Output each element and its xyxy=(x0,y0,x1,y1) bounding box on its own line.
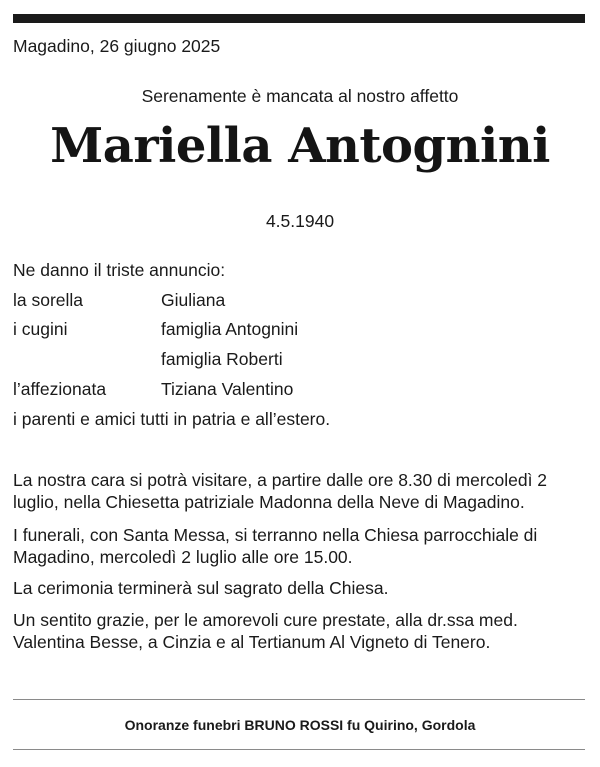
relative-role: la sorella xyxy=(13,290,84,310)
announcement-heading: Ne danno il triste annuncio: xyxy=(13,260,226,280)
intro-line: Serenamente è mancata al nostro affetto xyxy=(141,86,459,106)
relative-name: famiglia Antognini xyxy=(161,319,299,339)
deceased-name: Mariella Antognini xyxy=(50,118,550,174)
funeral-home: Onoranze funebri BRUNO ROSSI fu Quirino, Gordola xyxy=(124,717,476,733)
footer-rule-top xyxy=(13,699,585,700)
relative-name: Giuliana xyxy=(161,290,226,310)
funeral-paragraph: I funerali, con Santa Messa, si terranno nella Chiesa parrocchiale di Magadino, mercoledì 2 luglio alle ore 15.00. xyxy=(13,525,538,567)
announcement-closing: i parenti e amici tutti in patria e all’estero. xyxy=(13,409,331,429)
relative-role: l’affezionata xyxy=(13,379,107,399)
visitation-paragraph: La nostra cara si potrà visitare, a partire dalle ore 8.30 di mercoledì 2 luglio, nella Chiesetta patriziale Madonna della Neve di Magadino. xyxy=(13,470,548,512)
relative-name: famiglia Roberti xyxy=(161,349,283,369)
relative-name: Tiziana Valentino xyxy=(161,379,294,399)
top-rule xyxy=(13,14,585,23)
footer-rule-bottom xyxy=(13,749,585,750)
place-date: Magadino, 26 giugno 2025 xyxy=(13,36,221,56)
ceremony-paragraph: La cerimonia terminerà sul sagrato della Chiesa. xyxy=(13,578,389,598)
birth-date: 4.5.1940 xyxy=(265,211,335,231)
thanks-paragraph: Un sentito grazie, per le amorevoli cure prestate, alla dr.ssa med. Valentina Besse, a Cinzia e al Tertianum Al Vigneto di Tenero. xyxy=(13,610,518,652)
relative-role: i cugini xyxy=(13,319,68,339)
